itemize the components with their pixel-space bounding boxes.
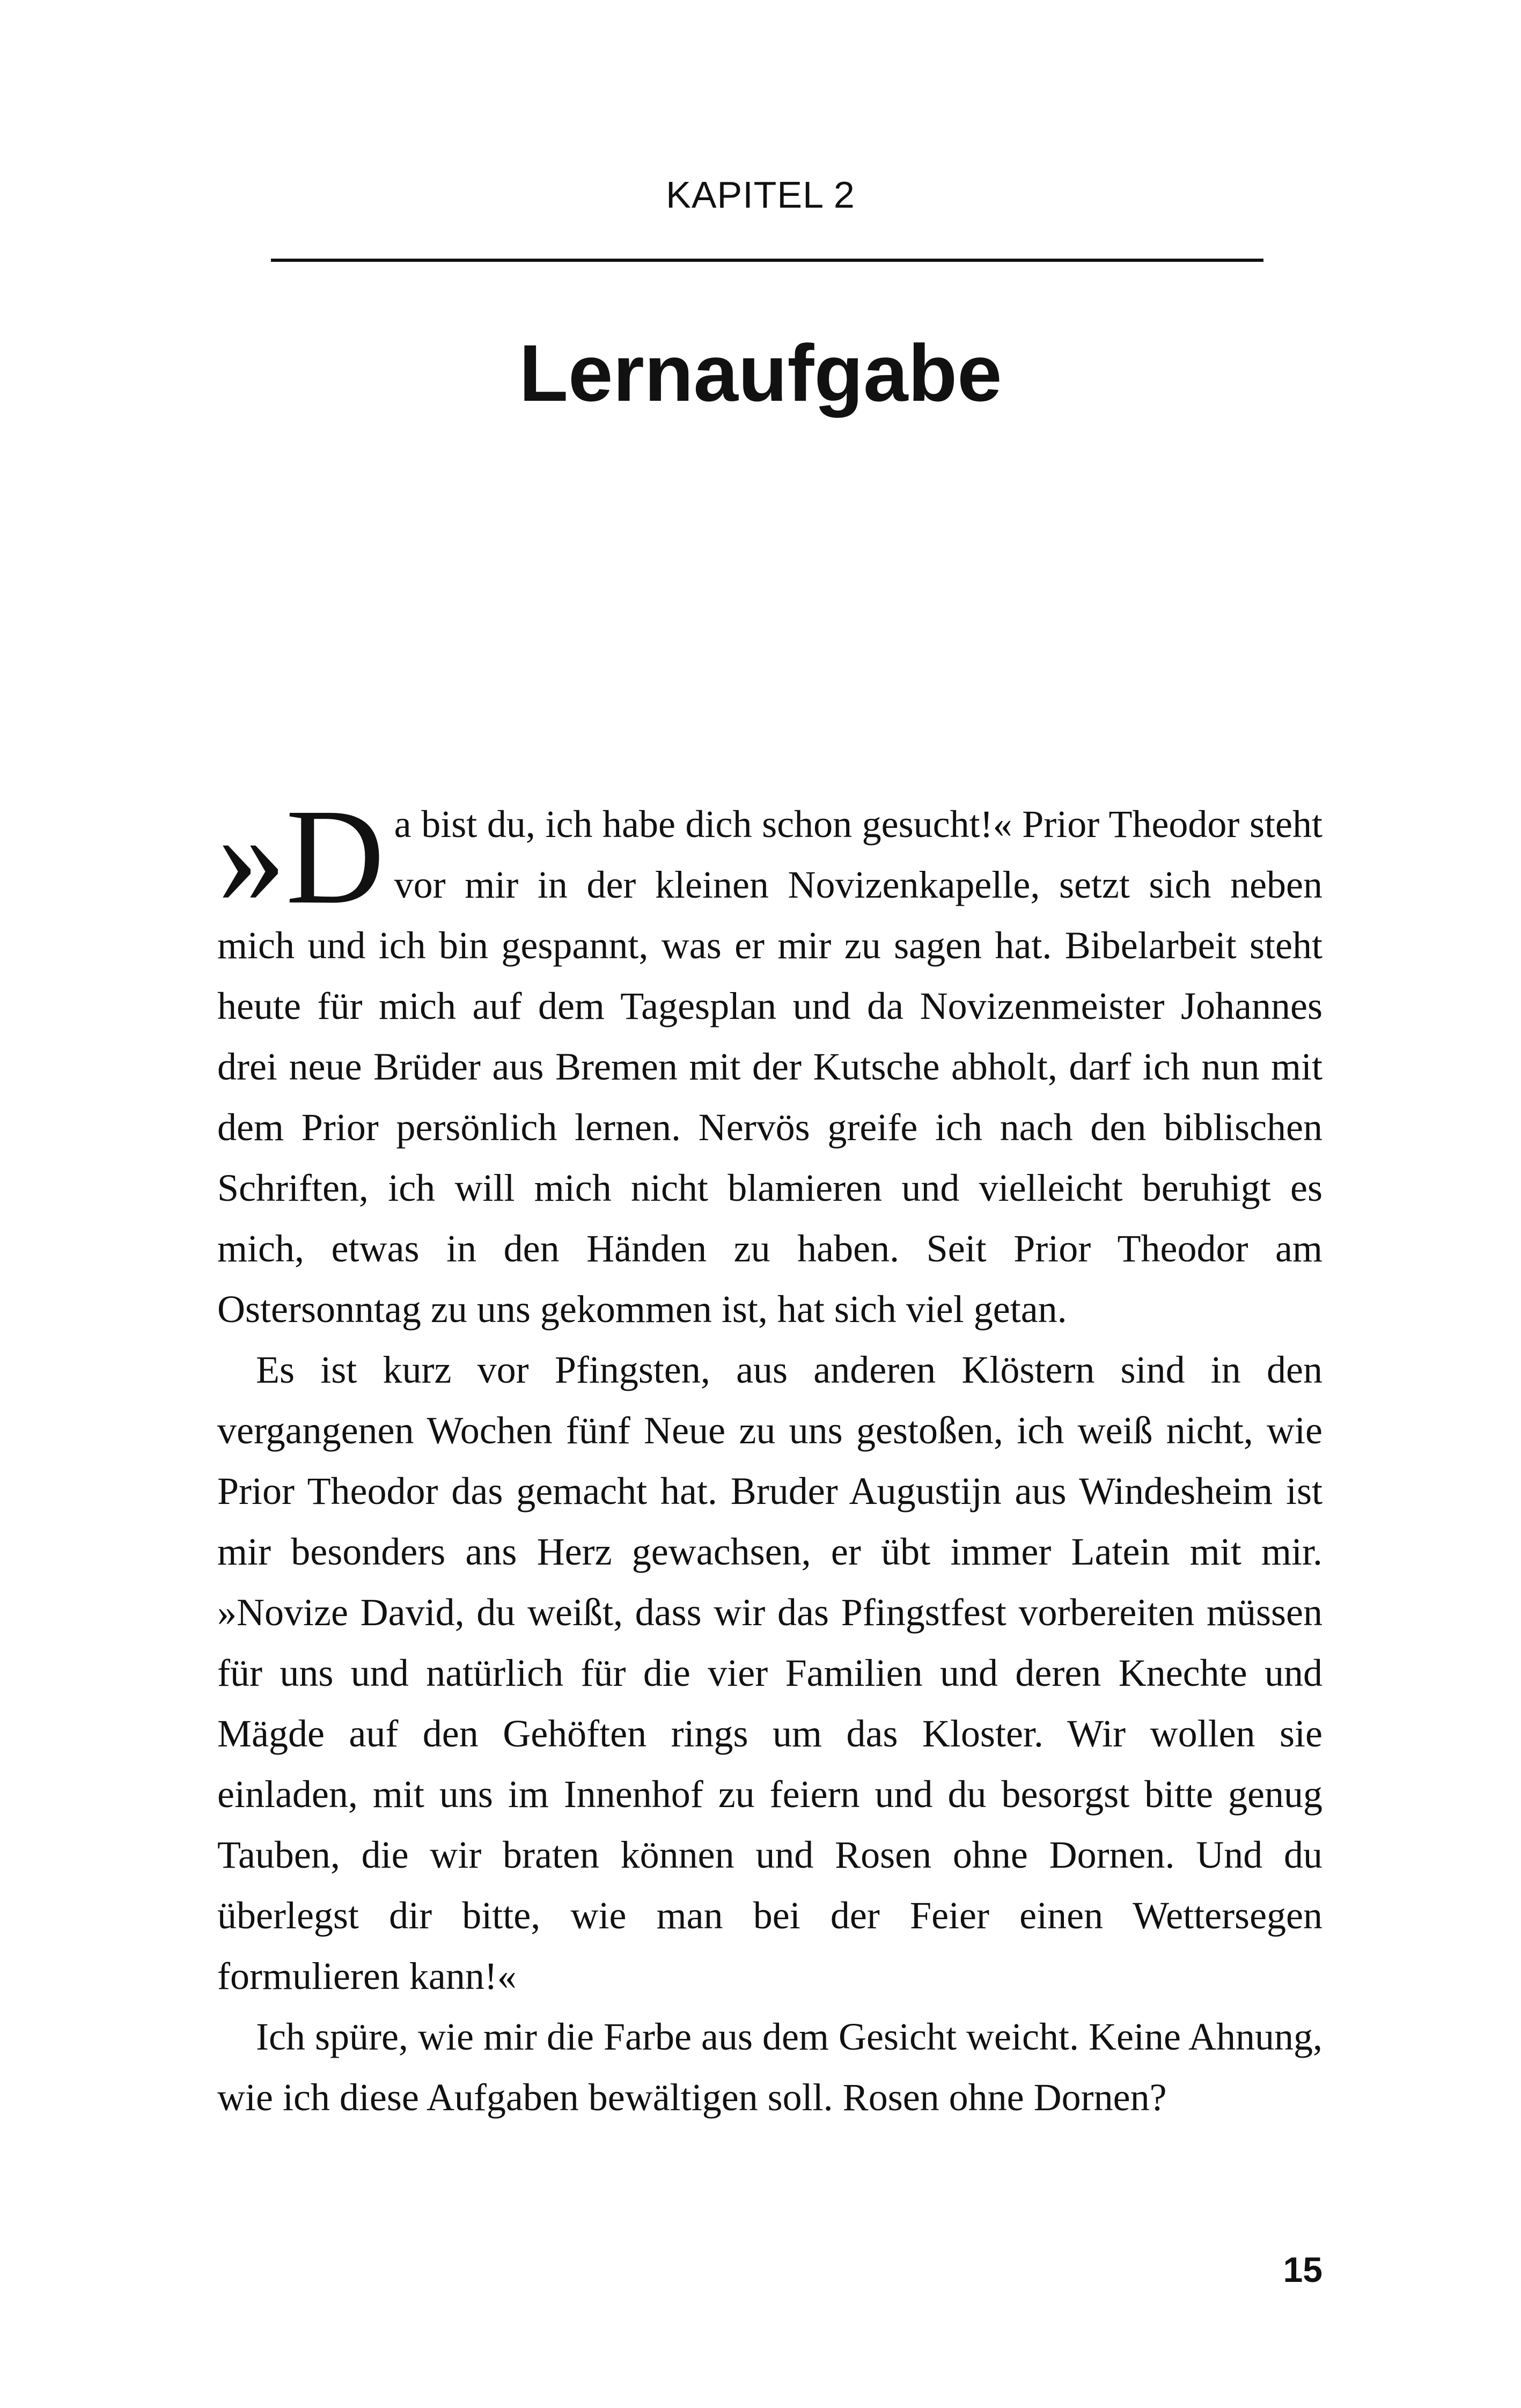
paragraph-1 (217, 781, 1322, 1340)
chapter-title: Lernaufgabe (519, 328, 1002, 418)
paragraph-2: Es ist kurz vor Pfingsten, aus anderen Klöstern sind in den vergangenen Wochen fünf Neue zu uns gestoßen, ich weiß nicht, wie Prior Theodor das gemacht hat. Bruder Augustijn aus Windesheim ist mir besonders ans Herz gewachsen, er übt immer Latein mit mir. »Novize David, du weißt, dass wir das Pfingstfest vorbereiten müssen für uns und natürlich für die vier Familien und deren Knechte und Mägde auf den Gehöften rings um das Kloster. Wir wollen sie einladen, mit uns im Innenhof zu feiern und du besorgst bitte genug Tauben, die wir braten können und Rosen ohne Dornen. Und du überlegst dir bitte, wie man bei der Feier einen Wettersegen formulieren kann!« (217, 1348, 1322, 1998)
chapter-label: KAPITEL 2 (666, 174, 855, 216)
drop-cap: »D (217, 781, 385, 933)
paragraph-3: Ich spüre, wie mir die Farbe aus dem Gesicht weicht. Keine Ahnung, wie ich diese Aufgaben bewältigen soll. Rosen ohne Dornen? (217, 2015, 1322, 2119)
body-text (217, 781, 1322, 2128)
chapter-divider (271, 259, 1263, 262)
page-number: 15 (1283, 2250, 1322, 2289)
paragraph-1-text: a bist du, ich habe dich schon gesucht!« Prior Theodor steht vor mir in der kleinen Novizenkapelle, setzt sich neben mich und ich bin gespannt, was er mir zu sagen hat. Bibelarbeit steht heute für mich auf dem Tagesplan und da Novizenmeister Johannes drei neue Brüder aus Bremen mit der Kutsche abholt, darf ich nun mit dem Prior persönlich lernen. Nervös greife ich nach den biblischen Schriften, ich will mich nicht blamieren und vielleicht beruhigt es mich, etwas in den Händen zu haben. Seit Prior Theodor am Ostersonntag zu uns gekommen ist, hat sich viel getan. (217, 803, 1322, 1331)
